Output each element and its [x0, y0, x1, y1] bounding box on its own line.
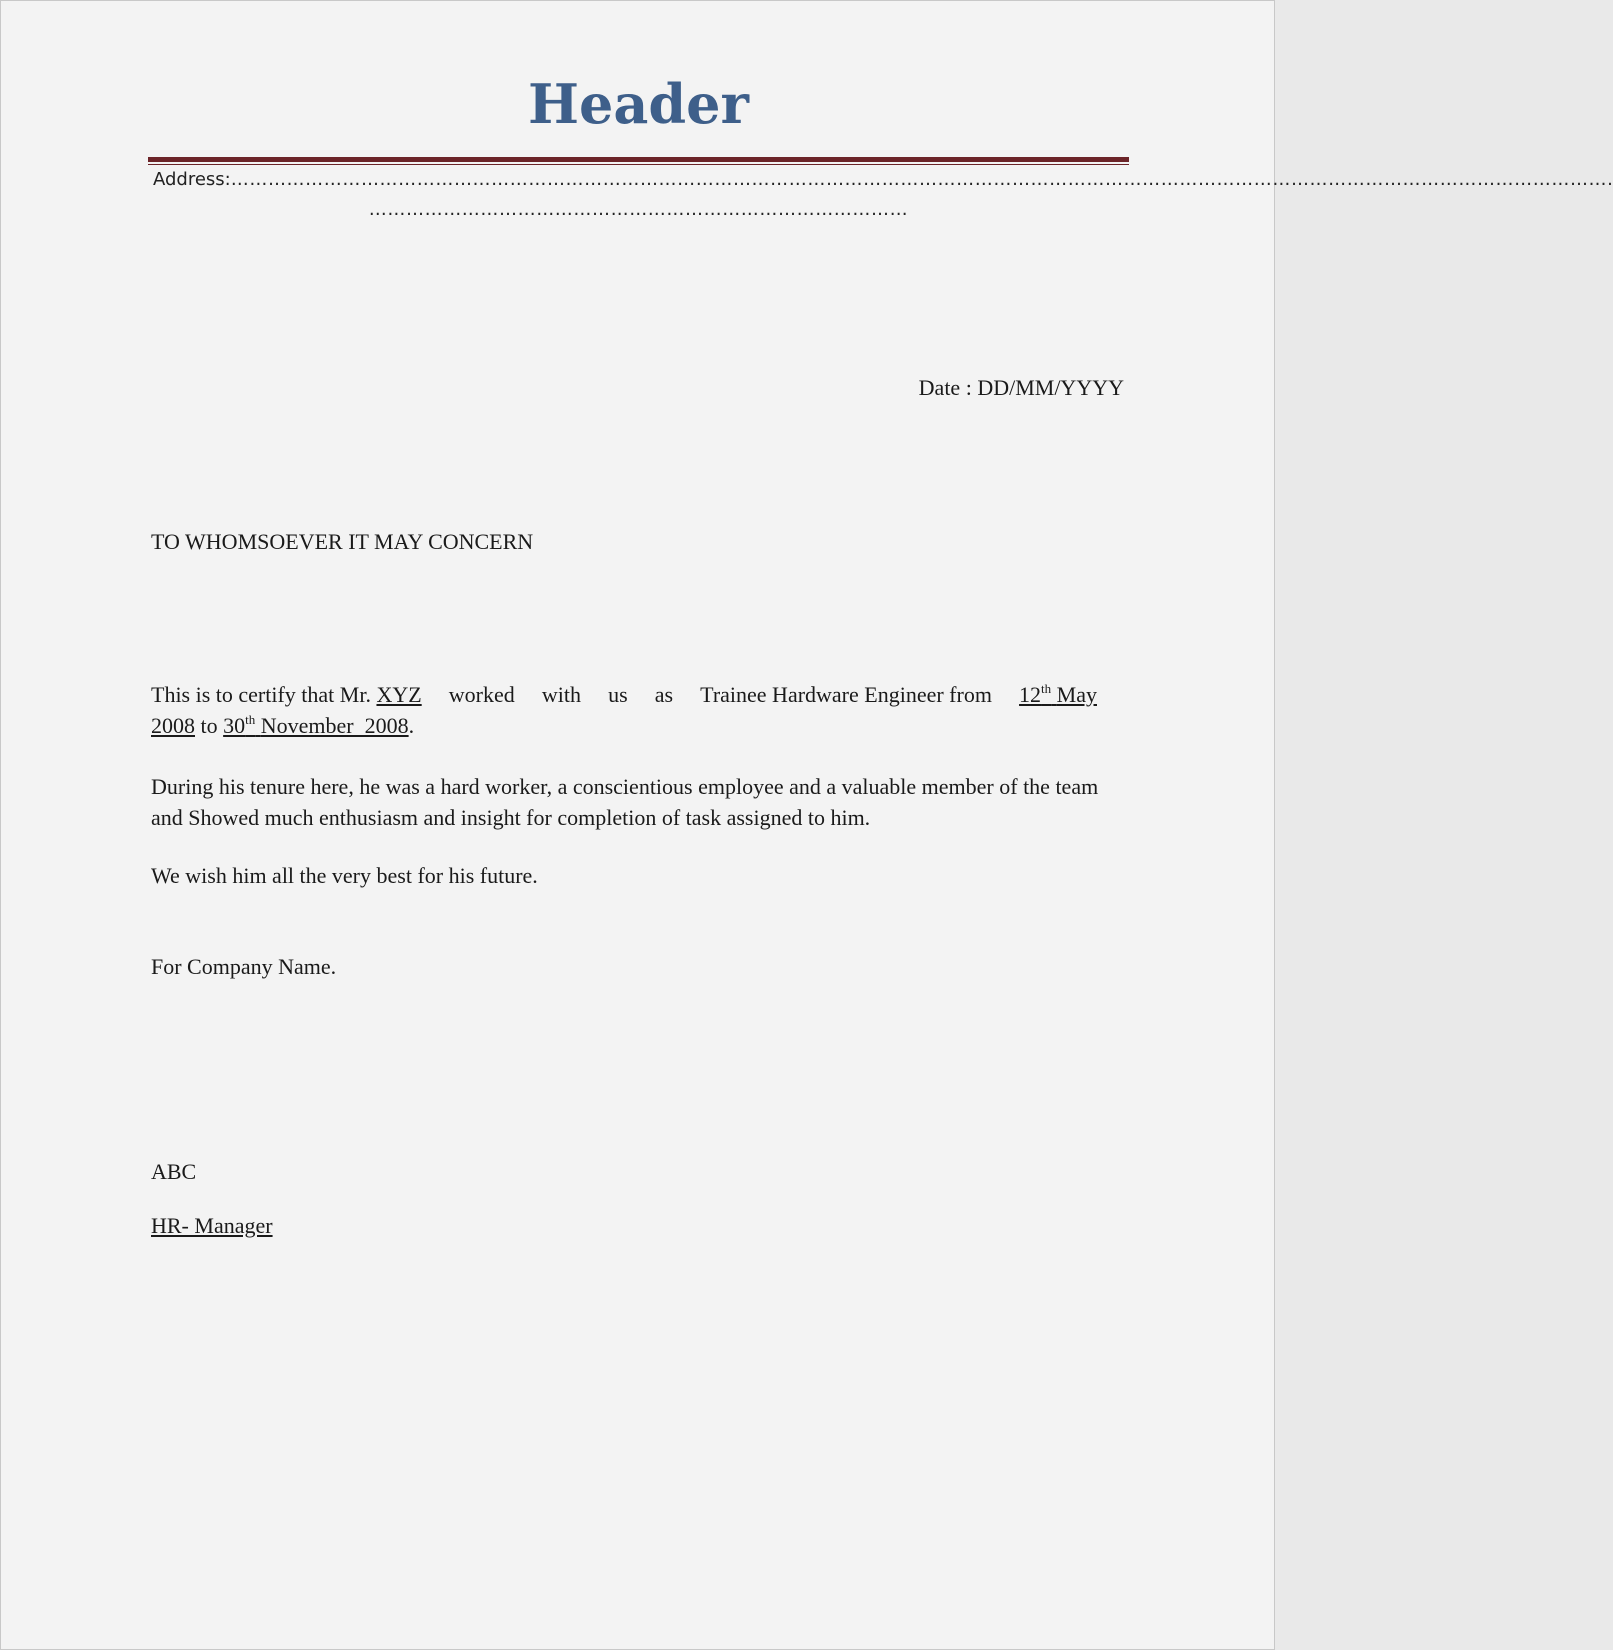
address-dots-line1: ……………………………………………………………………………………………………………………………………………………………………………………………………. — [230, 169, 1613, 190]
employee-name: XYZ — [376, 682, 422, 707]
start-date-day-month: 12th May — [1019, 681, 1097, 707]
start-date-year: 2008 — [151, 713, 195, 738]
certificate-paragraph — [151, 679, 1097, 741]
end-date: 30th November 2008 — [223, 712, 409, 738]
word-us: us — [608, 682, 628, 707]
word-with: with — [541, 682, 581, 707]
address-line — [153, 169, 1613, 193]
word-as: as — [654, 682, 674, 707]
tenure-paragraph: During his tenure here, he was a hard worker, a conscientious employee and a valuable member of the team and Showed much enthusiasm and insight for completion of task assigned to him. — [151, 774, 1099, 830]
header-divider-thick — [148, 157, 1129, 162]
certificate-paragraph-line2: 2008 to 30th November 2008. — [151, 712, 415, 738]
address-label: Address: — [153, 169, 231, 190]
salutation: TO WHOMSOEVER IT MAY CONCERN — [151, 529, 534, 554]
word-to: to — [200, 713, 218, 738]
page-title: Header — [528, 72, 749, 136]
certificate-paragraph-line1 — [151, 679, 1097, 710]
address-dots-line2: …………………………………………………………………………… — [368, 199, 909, 220]
word-worked: worked — [448, 682, 515, 707]
signatory-title: HR- Manager — [151, 1213, 273, 1238]
signatory-name: ABC — [151, 1159, 197, 1184]
closing-line: For Company Name. — [151, 954, 337, 979]
role-text: Trainee Hardware Engineer from — [700, 682, 992, 707]
wishes-paragraph: We wish him all the very best for his future. — [151, 863, 538, 888]
header-divider-thin — [148, 164, 1129, 165]
certify-text: This is to certify that Mr. XYZ — [151, 682, 422, 707]
letter-date: Date : DD/MM/YYYY — [918, 375, 1124, 400]
